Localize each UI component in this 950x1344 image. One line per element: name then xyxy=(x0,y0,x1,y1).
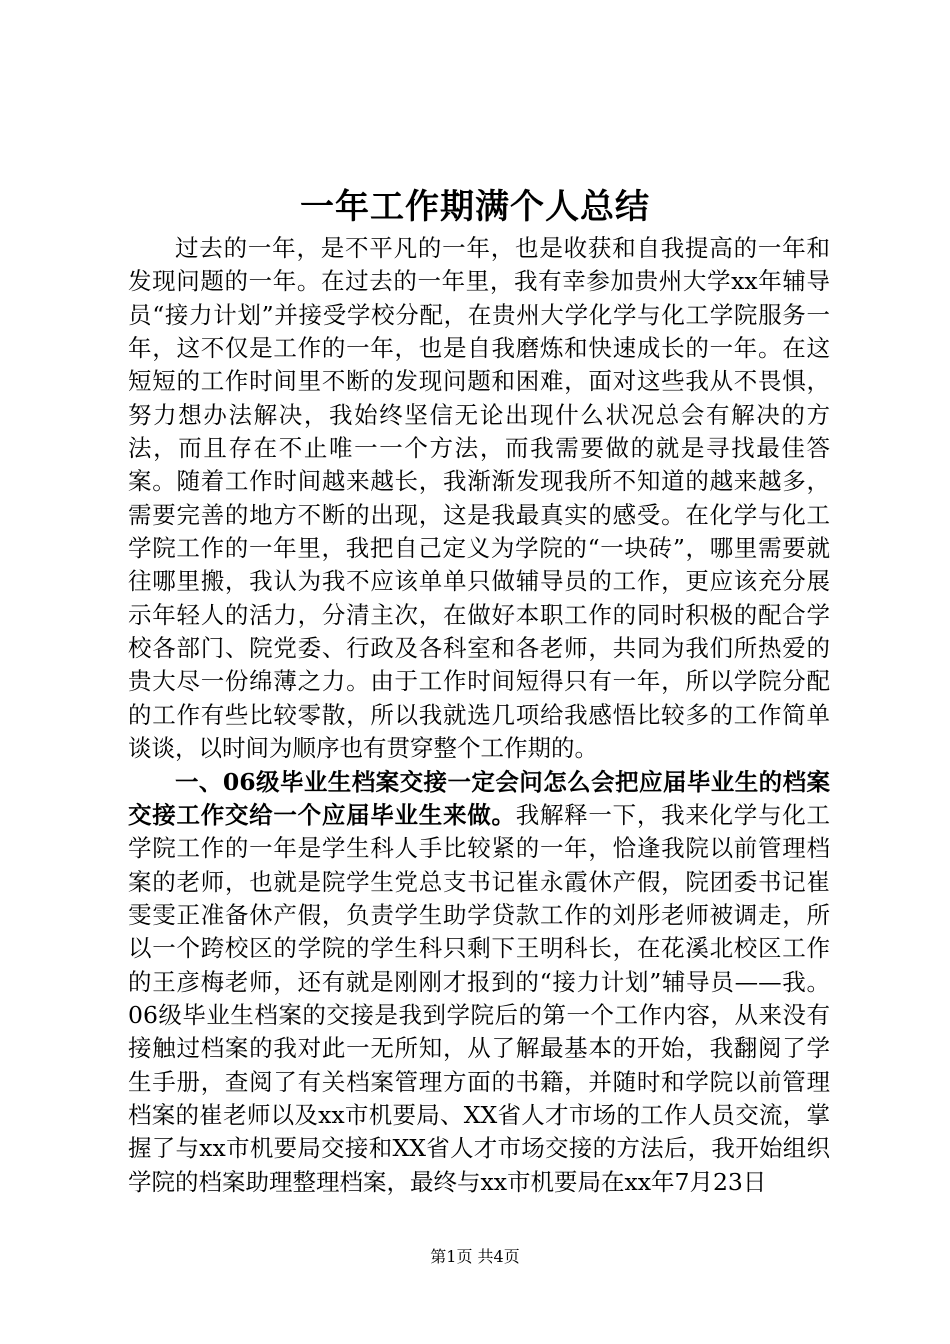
paragraph-section-one xyxy=(128,766,830,1199)
section-heading: 一、06级毕业生档案交接一定会问怎么会把应届毕业生的档案交接工作交给一个应届毕业生来做。 xyxy=(128,767,830,829)
paragraph-text: 过去的一年，是不平凡的一年，也是收获和自我提高的一年和发现问题的一年。在过去的一年里，我有幸参加贵州大学xx年辅导员“接力计划”并接受学校分配，在贵州大学化学与化工学院服务一年，这不仅是工作的一年，也是自我磨炼和快速成长的一年。在这短短的工作时间里不断的发现问题和困难，面对这些我从不畏惧，努力想办法解决，我始终坚信无论出现什么状况总会有解决的方法，而且存在不止唯一一个方法，而我需要做的就是寻找最佳答案。随着工作时间越来越长，我渐渐发现我所不知道的越来越多，需要完善的地方不断的出现，这是我最真实的感受。在化学与化工学院工作的一年里，我把自己定义为学院的“一块砖”，哪里需要就往哪里搬，我认为我不应该单单只做辅导员的工作，更应该充分展示年轻人的活力，分清主次，在做好本职工作的同时积极的配合学校各部门、院党委、行政及各科室和各老师，共同为我们所热爱的贵大尽一份绵薄之力。由于工作时间短得只有一年，所以学院分配的工作有些比较零散，所以我就选几项给我感悟比较多的工作简单谈谈，以时间为顺序也有贯穿整个工作期的。 xyxy=(128,234,830,763)
paragraph-text: 我解释一下，我来化学与化工学院工作的一年是学生科人手比较紧的一年，恰逢我院以前管理档案的老师，也就是院学生党总支书记崔永霞休产假，院团委书记崔雯雯正准备休产假，负责学生助学贷款工作的刘彤老师被调走，所以一个跨校区的学院的学生科只剩下王明科长，在花溪北校区工作的王彦梅老师，还有就是刚刚才报到的“接力计划”辅导员——我。06级毕业生档案的交接是我到学院后的第一个工作内容，从来没有接触过档案的我对此一无所知，从了解最基本的开始，我翻阅了学生手册，查阅了有关档案管理方面的书籍，并随时和学院以前管理档案的崔老师以及xx市机要局、XX省人才市场的工作人员交流，掌握了与xx市机要局交接和XX省人才市场交接的方法后，我开始组织学院的档案助理整理档案，最终与xx市机要局在xx年7月23日 xyxy=(128,800,831,1196)
page-footer: 第1页 共4页 xyxy=(430,1247,520,1266)
document-title: 一年工作期满个人总结 xyxy=(300,187,650,227)
paragraph-intro xyxy=(128,232,830,766)
document-body xyxy=(128,232,830,1199)
